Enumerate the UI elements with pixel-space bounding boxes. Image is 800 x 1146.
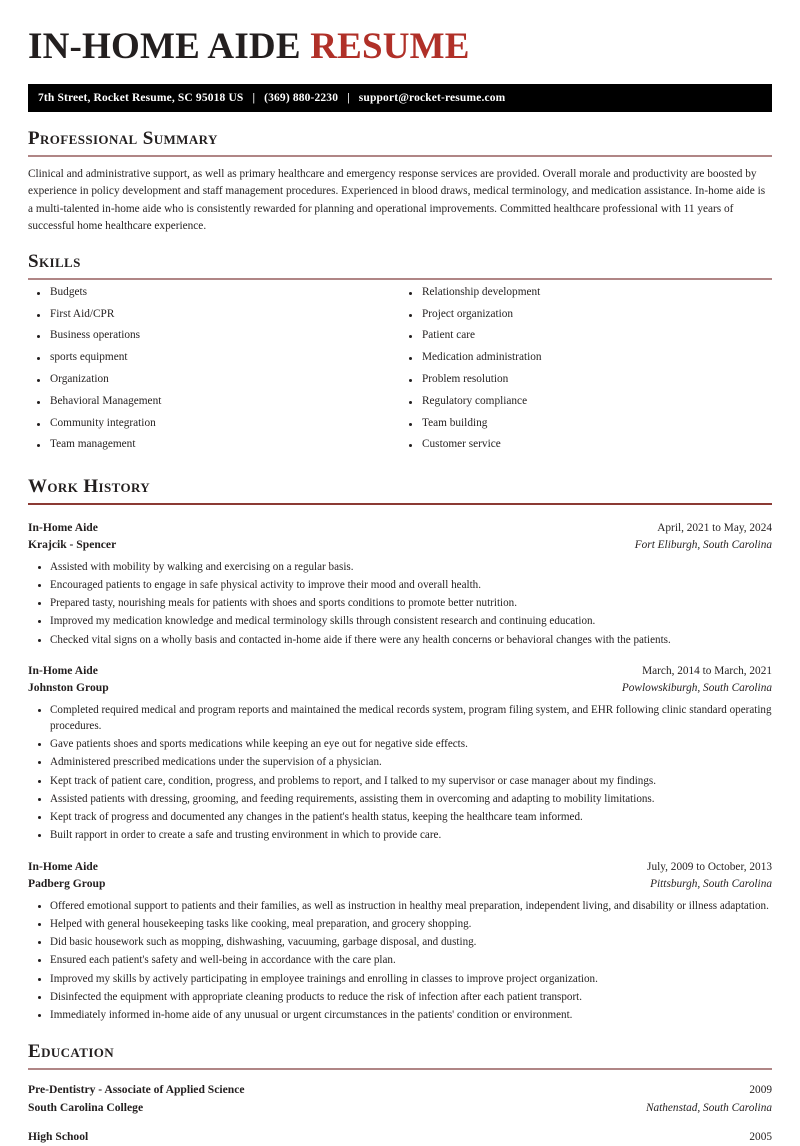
education-school: South Carolina College	[28, 1100, 144, 1114]
section-professional-summary	[28, 129, 772, 235]
job-dates: March, 2014 to March, 2021	[642, 665, 772, 678]
education-year: 2009	[749, 1083, 772, 1096]
list-item: Community integration	[28, 418, 400, 429]
contact-separator-2: |	[347, 92, 350, 105]
work-entry-header	[28, 520, 772, 537]
section-education	[28, 1042, 772, 1146]
list-item: Team building	[400, 418, 772, 429]
work-entry-subheader	[28, 876, 772, 893]
contact-address: 7th Street, Rocket Resume, SC 95018 US	[38, 92, 244, 105]
list-item: Disinfected the equipment with appropriate cleaning products to reduce the risk of infection after each patient transport.	[28, 990, 772, 1006]
page-title-accent: RESUME	[310, 26, 470, 67]
list-item: sports equipment	[28, 352, 400, 363]
job-title: In-Home Aide	[28, 521, 98, 535]
job-company: Johnston Group	[28, 681, 109, 695]
work-entry	[28, 520, 772, 648]
section-heading-work-history: Work History	[28, 476, 151, 498]
contact-email[interactable]: support@rocket-resume.com	[358, 92, 506, 105]
section-divider-work-history	[28, 503, 772, 505]
list-item: Offered emotional support to patients and their families, as well as instruction in healthy meal preparation, independent living, and disability or illness adaptation.	[28, 899, 772, 915]
job-company: Padberg Group	[28, 876, 106, 890]
section-work-history	[28, 477, 772, 1024]
list-item: Patient care	[400, 330, 772, 341]
education-degree: High School	[28, 1129, 89, 1143]
education-degree: Pre-Dentistry - Associate of Applied Science	[28, 1082, 245, 1096]
job-title: In-Home Aide	[28, 664, 98, 678]
work-entry-header	[28, 859, 772, 876]
list-item: Improved my medication knowledge and medical terminology skills through consistent research and continuing education.	[28, 614, 772, 630]
section-heading-summary: Professional Summary	[28, 128, 218, 150]
work-entry	[28, 663, 772, 844]
list-item: Immediately informed in-home aide of any unusual or urgent circumstances in the patients' condition or environment.	[28, 1008, 772, 1024]
job-company: Krajcik - Spencer	[28, 537, 117, 551]
education-entry-header	[28, 1128, 772, 1146]
list-item: Problem resolution	[400, 374, 772, 385]
skills-column-right	[400, 287, 772, 461]
list-item: Business operations	[28, 330, 400, 341]
section-skills	[28, 252, 772, 461]
list-item: Completed required medical and program reports and maintained the medical records system, program filing system, and EHR following clinic standard operating procedures.	[28, 703, 772, 735]
job-bullet-list	[28, 899, 772, 1024]
list-item: Did basic housework such as mopping, dishwashing, vacuuming, garbage disposal, and dusting.	[28, 935, 772, 951]
list-item: Kept track of progress and documented any changes in the patient's health status, keeping the healthcare team informed.	[28, 810, 772, 826]
list-item: Built rapport in order to create a safe and trusting environment in which to provide care.	[28, 828, 772, 844]
work-entry	[28, 859, 772, 1024]
job-location: Fort Eliburgh, South Carolina	[634, 538, 772, 551]
list-item: Team management	[28, 439, 400, 450]
education-entry	[28, 1128, 772, 1146]
education-location: Nathenstad, South Carolina	[645, 1101, 772, 1114]
work-entry-subheader	[28, 537, 772, 554]
list-item: First Aid/CPR	[28, 309, 400, 320]
work-entry-subheader	[28, 680, 772, 697]
section-divider-summary	[28, 155, 772, 157]
job-location: Powlowskiburgh, South Carolina	[621, 682, 772, 695]
section-divider-skills	[28, 278, 772, 280]
list-item: Checked vital signs on a wholly basis and contacted in-home aide if there were any health concerns or behavioral changes with the patients.	[28, 633, 772, 649]
section-heading-skills: Skills	[28, 250, 81, 272]
list-item: Improved my skills by actively participating in employee trainings and enrolling in classes to improve project organization.	[28, 972, 772, 988]
list-item: Relationship development	[400, 287, 772, 298]
list-item: Assisted patients with dressing, grooming, and feeding requirements, assisting them in overcoming and adapting to mobility limitations.	[28, 792, 772, 808]
job-bullet-list	[28, 560, 772, 649]
education-year: 2005	[749, 1130, 772, 1143]
education-entry-header	[28, 1081, 772, 1099]
education-entry	[28, 1081, 772, 1117]
education-entry-subheader	[28, 1099, 772, 1117]
job-dates: July, 2009 to October, 2013	[647, 861, 772, 874]
skills-columns	[28, 287, 772, 461]
list-item: Kept track of patient care, condition, progress, and problems to report, and I talked to my supervisor or case manager about my findings.	[28, 774, 772, 790]
list-item: Prepared tasty, nourishing meals for patients with shoes and sports conditions to promote better nutrition.	[28, 596, 772, 612]
list-item: Administered prescribed medications under the supervision of a physician.	[28, 755, 772, 771]
list-item: Customer service	[400, 439, 772, 450]
contact-phone[interactable]: (369) 880-2230	[264, 92, 339, 105]
list-item: Helped with general housekeeping tasks like cooking, meal preparation, and grocery shopping.	[28, 917, 772, 933]
skills-column-left	[28, 287, 400, 461]
list-item: Project organization	[400, 309, 772, 320]
job-title: In-Home Aide	[28, 860, 98, 874]
list-item: Medication administration	[400, 352, 772, 363]
job-bullet-list	[28, 703, 772, 844]
list-item: Encouraged patients to engage in safe physical activity to improve their mood and overall health.	[28, 578, 772, 594]
work-entry-header	[28, 663, 772, 680]
job-dates: April, 2021 to May, 2024	[657, 522, 772, 535]
list-item: Behavioral Management	[28, 396, 400, 407]
list-item: Budgets	[28, 287, 400, 298]
contact-separator-1: |	[252, 92, 256, 105]
job-location: Pittsburgh, South Carolina	[650, 877, 772, 890]
list-item: Assisted with mobility by walking and exercising on a regular basis.	[28, 560, 772, 576]
list-item: Organization	[28, 374, 400, 385]
page-title	[28, 0, 772, 67]
contact-bar	[28, 84, 772, 112]
list-item: Regulatory compliance	[400, 396, 772, 407]
list-item: Gave patients shoes and sports medications while keeping an eye out for negative side effects.	[28, 737, 772, 753]
list-item: Ensured each patient's safety and well-being in accordance with the care plan.	[28, 953, 772, 969]
section-divider-education	[28, 1068, 772, 1070]
page-title-main: IN-HOME AIDE	[28, 26, 311, 67]
summary-text: Clinical and administrative support, as well as primary healthcare and emergency response services are provided. Overall morale and productivity are boosted by experience in policy development and staff management procedures. Experienced in blood draws, medical terminology, and medication assistance. In-home aide is a multi-talented in-home aide who is consistently rewarded for planning and operational improvements. Committed healthcare professional with 11 years of successful home healthcare experience.	[28, 168, 766, 232]
section-heading-education: Education	[28, 1040, 115, 1062]
